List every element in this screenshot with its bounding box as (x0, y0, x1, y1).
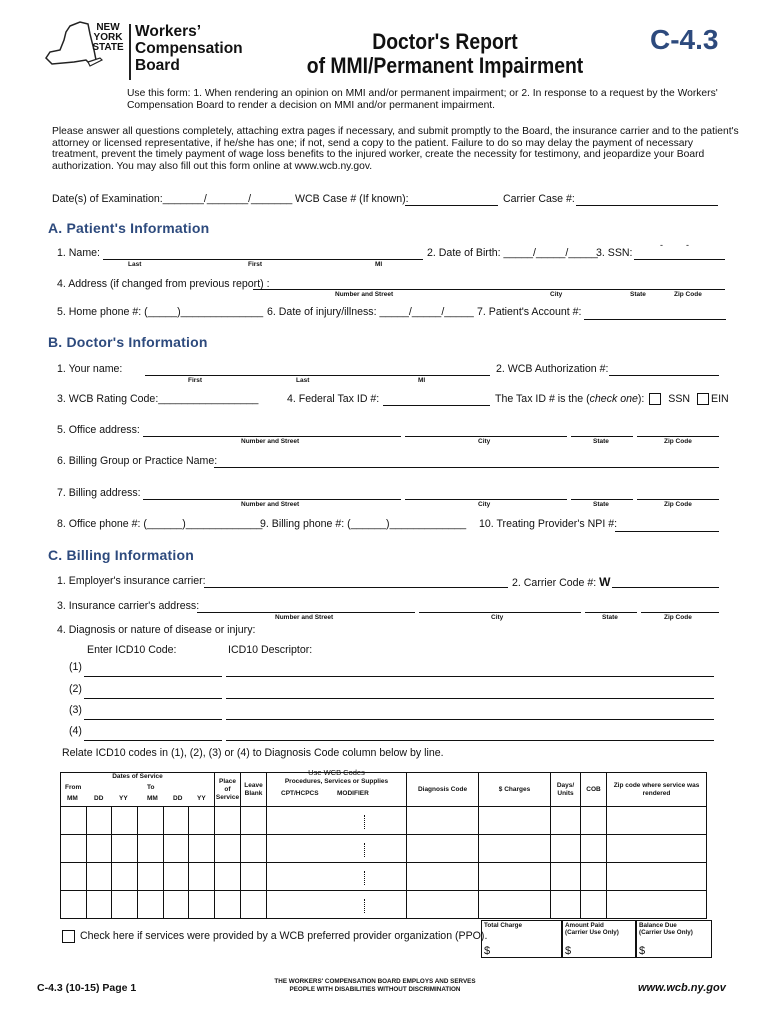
total-dollar: $ (484, 945, 491, 957)
employer-carrier-label: 1. Employer's insurance carrier: (57, 575, 206, 587)
patient-account-field[interactable] (584, 319, 726, 320)
tax-id-label: 4. Federal Tax ID #: (287, 393, 380, 405)
section-b-title: B. Doctor's Information (48, 334, 208, 350)
modifier-label: MODIFIER (337, 790, 369, 797)
procedures-label: Procedures, Services or Supplies (284, 778, 389, 785)
sub-street: Number and Street (335, 291, 394, 298)
billing-street-field[interactable] (143, 499, 401, 500)
from-mm: MM (67, 795, 78, 802)
sub-last: Last (296, 377, 310, 384)
ssn-checkbox[interactable] (649, 393, 661, 405)
to-yy: YY (197, 795, 206, 802)
ein-option-label: EIN (711, 393, 729, 405)
sub-city: City (478, 501, 491, 508)
address-field[interactable] (253, 289, 725, 290)
balance-due-label: Balance Due (639, 922, 677, 929)
icd-code-field[interactable] (84, 719, 222, 720)
zip-rendered-header: Zip code where service was rendered (607, 773, 707, 807)
sub-zip: Zip Code (664, 438, 692, 445)
doctor-name-label: 1. Your name: (57, 363, 123, 375)
from-label: From (65, 784, 82, 791)
billing-state-field[interactable] (571, 499, 633, 500)
service-table (60, 768, 707, 919)
from-yy: YY (119, 795, 128, 802)
billing-city-field[interactable] (405, 499, 567, 500)
icd-code-field[interactable] (84, 676, 222, 677)
diagnosis-code-header: Diagnosis Code (407, 773, 479, 807)
carrier-case-label: Carrier Case #: (503, 193, 575, 205)
sub-zip: Zip Code (674, 291, 702, 298)
dob-label: 2. Date of Birth: _____/_____/_____ (427, 247, 598, 259)
sub-zip: Zip Code (664, 614, 692, 621)
cpt-label: CPT/HCPCS (281, 790, 319, 797)
carrier-code-text: 2. Carrier Code #: (512, 577, 597, 589)
icd-descriptor-label: ICD10 Descriptor: (228, 644, 313, 656)
amount-paid-box[interactable] (562, 920, 636, 958)
ein-checkbox[interactable] (697, 393, 709, 405)
sub-first: First (248, 261, 263, 268)
tax-id-type (495, 393, 729, 405)
home-phone-label: 5. Home phone #: (_____)______________ (57, 306, 264, 318)
ppo-checkbox[interactable] (62, 930, 75, 943)
carrier-code-prefix: W (599, 575, 611, 589)
office-street-field[interactable] (143, 436, 401, 437)
patient-account-label: 7. Patient's Account #: (477, 306, 582, 318)
days-units-header: Days/ Units (551, 773, 581, 807)
form-title: Doctor's Report of MMI/Permanent Impairment (306, 29, 584, 78)
place-of-service-header: Place of Service (215, 773, 241, 807)
tax-id-field[interactable] (383, 405, 490, 406)
icd-row-label: (1) (69, 661, 82, 673)
employer-carrier-field[interactable] (204, 587, 508, 588)
office-state-field[interactable] (571, 436, 633, 437)
balance-due-note: (Carrier Use Only) (639, 929, 693, 936)
section-a-title: A. Patient's Information (48, 220, 210, 236)
sub-state: State (593, 438, 609, 445)
ins-zip-field[interactable] (641, 612, 719, 613)
balance-due-box[interactable] (636, 920, 712, 958)
billing-group-field[interactable] (214, 467, 719, 468)
sub-first: First (188, 377, 203, 384)
sub-state: State (630, 291, 646, 298)
tax-type-label: The Tax ID # is the ( (495, 393, 590, 405)
ny-state-text: NEW YORK STATE (92, 22, 124, 53)
office-zip-field[interactable] (637, 436, 719, 437)
cob-header: COB (581, 773, 607, 807)
modifier-divider (364, 815, 365, 829)
charges-header: $ Charges (479, 773, 551, 807)
icd-row-label: (2) (69, 683, 82, 695)
icd-descriptor-field[interactable] (226, 719, 714, 720)
nys-logo (44, 20, 244, 80)
ssn-label: 3. SSN: (596, 247, 633, 259)
sub-mi: MI (418, 377, 426, 384)
to-mm: MM (147, 795, 158, 802)
check-one-text: check one (589, 393, 638, 405)
website-link[interactable]: www.wcb.ny.gov (638, 982, 726, 994)
rating-code-label: 3. WCB Rating Code:_________________ (57, 393, 259, 405)
npi-field[interactable] (615, 531, 719, 532)
carrier-code-label (512, 575, 610, 589)
office-phone-label: 8. Office phone #: (______)_____________ (57, 518, 263, 530)
carrier-code-field[interactable] (612, 587, 719, 588)
balance-dollar: $ (639, 945, 646, 957)
icd-code-label: Enter ICD10 Code: (87, 644, 177, 656)
modifier-divider (364, 871, 365, 885)
doi-label: 6. Date of injury/illness: _____/_____/_____ (267, 306, 474, 318)
dates-of-service-label: Dates of Service (112, 773, 163, 780)
nondiscrimination-notice: THE WORKERS' COMPENSATION BOARD EMPLOYS AND SERVES PEOPLE WITH DISABILITIES WITHOUT DISCRIMINATION (274, 978, 476, 993)
to-dd: DD (173, 795, 183, 802)
icd-code-field[interactable] (84, 740, 222, 741)
amount-paid-label: Amount Paid (565, 922, 604, 929)
wcb-auth-label: 2. WCB Authorization #: (496, 363, 609, 375)
wcb-auth-field[interactable] (609, 375, 719, 376)
sub-city: City (478, 438, 491, 445)
ppo-row (62, 930, 487, 943)
patient-name-label: 1. Name: (57, 247, 100, 259)
modifier-divider (364, 843, 365, 857)
form-number: C-4.3 (650, 24, 719, 55)
dates-of-service-header (61, 773, 215, 807)
total-charge-label: Total Charge (484, 922, 523, 929)
office-city-field[interactable] (405, 436, 567, 437)
icd-descriptor-field[interactable] (226, 740, 714, 741)
modifier-divider (364, 899, 365, 913)
table-row[interactable] (61, 891, 707, 919)
logo-divider (129, 24, 131, 80)
usage-instructions: Use this form: 1. When rendering an opinion on MMI and/or permanent impairment; or 2. In response to a request by the Workers' Compensation Board to render a decision on MMI and/or permanent impairment. (127, 88, 718, 111)
ssn-dash-1: - (660, 240, 663, 250)
relate-icd-text: Relate ICD10 codes in (1), (2), (3) or (4) to Diagnosis Code column below by line. (62, 747, 444, 759)
paid-dollar: $ (565, 945, 572, 957)
office-address-label: 5. Office address: (57, 424, 140, 436)
billing-phone-label: 9. Billing phone #: (______)_____________ (260, 518, 467, 530)
icd-row-label: (3) (69, 704, 82, 716)
sub-street: Number and Street (241, 501, 300, 508)
sub-street: Number and Street (241, 438, 300, 445)
agency-name: Workers’ Compensation Board (135, 23, 243, 74)
insurance-address-label: 3. Insurance carrier's address: (57, 600, 200, 612)
table-row[interactable] (61, 863, 707, 891)
tax-type-end: ): (637, 393, 645, 405)
wcb-case-label: WCB Case # (If known): (295, 193, 409, 205)
ssn-dash-2: - (686, 240, 689, 250)
icd-descriptor-field[interactable] (226, 676, 714, 677)
ins-street-field[interactable] (197, 612, 415, 613)
form-page-label: C-4.3 (10-15) Page 1 (37, 982, 137, 994)
sub-street: Number and Street (275, 614, 334, 621)
patient-name-field[interactable] (103, 259, 423, 260)
sub-state: State (602, 614, 618, 621)
ppo-label: Check here if services were provided by a WCB preferred provider organization (PPO). (79, 930, 488, 943)
sub-mi: MI (375, 261, 383, 268)
section-c-title: C. Billing Information (48, 547, 194, 563)
intro-instructions: Please answer all questions completely, attaching extra pages if necessary, and submit promptly to the Board, the insurance carrier and to the patient's attorney or licensed representative, if he/she has one; if not, send a copy to the patient. Failure to do so may delay the payment of necessary treatment, prevent the timely payment of wage loss benefits to the injured worker, create the necessity for testimony, and jeopardize your Board authorization. You may also fill out this form online at www.wcb.ny.gov. (52, 126, 739, 172)
use-wcb-codes-label: Use WCB Codes (308, 768, 365, 777)
icd-row-label: (4) (69, 725, 82, 737)
total-charge-box[interactable] (481, 920, 562, 958)
ins-city-field[interactable] (419, 612, 581, 613)
ssn-field[interactable] (634, 259, 725, 260)
icd-code-field[interactable] (84, 698, 222, 699)
sub-last: Last (128, 261, 142, 268)
sub-zip: Zip Code (664, 501, 692, 508)
table-row[interactable] (61, 835, 707, 863)
billing-address-label: 7. Billing address: (57, 487, 141, 499)
to-label: To (147, 784, 155, 791)
carrier-case-field[interactable] (576, 205, 718, 206)
npi-label: 10. Treating Provider's NPI #: (479, 518, 618, 530)
ins-state-field[interactable] (585, 612, 637, 613)
wcb-codes-header (267, 768, 407, 807)
doctor-name-field[interactable] (145, 375, 490, 376)
ssn-option-label: SSN (668, 393, 691, 405)
exam-dates-label: Date(s) of Examination:_______/_______/_______ (52, 193, 293, 205)
sub-city: City (491, 614, 504, 621)
amount-paid-note: (Carrier Use Only) (565, 929, 619, 936)
icd-descriptor-field[interactable] (226, 698, 714, 699)
sub-city: City (550, 291, 563, 298)
diagnosis-label: 4. Diagnosis or nature of disease or injury: (57, 624, 256, 636)
billing-group-label: 6. Billing Group or Practice Name: (57, 455, 218, 467)
leave-blank-header: Leave Blank (241, 773, 267, 807)
wcb-case-field[interactable] (405, 205, 498, 206)
billing-zip-field[interactable] (637, 499, 719, 500)
from-dd: DD (94, 795, 104, 802)
table-row[interactable] (61, 807, 707, 835)
address-label: 4. Address (if changed from previous report) : (57, 278, 270, 290)
sub-state: State (593, 501, 609, 508)
